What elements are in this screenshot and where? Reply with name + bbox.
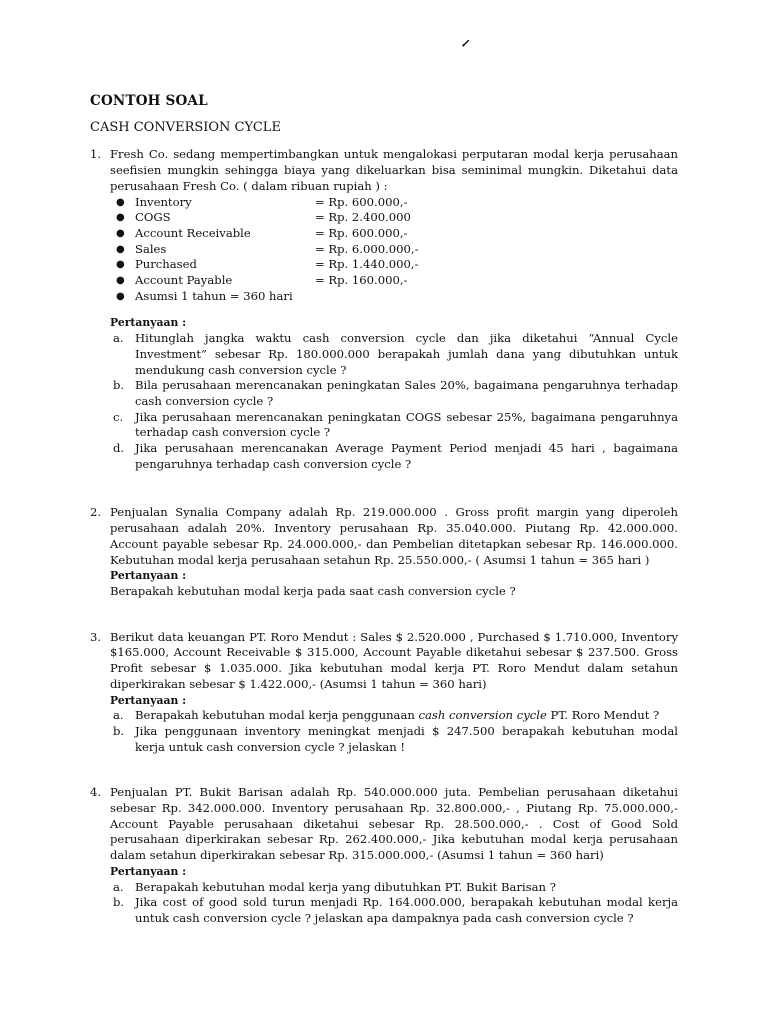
question-text: Penjualan PT. Bukit Barisan adalah Rp. 540.000.000 juta. Pembelian perusahaan diketahui sebesar Rp. 342.000.000. Inventory perusahaan Rp. 32.800.000,- , Piutang Rp. 75.000.000,- Account Payable perusahaan diketahui sebesar Rp. 28.500.000,- . Cost of Good Sold perusahaan diperkirakan sebesar Rp. 262.400.000,- Jika kebutuhan modal kerja perusahaan dalam setahun diperkirakan sebesar Rp. 315.000.000,- (Asumsi 1 tahun = 360 hari) [110,785,678,863]
sub-text: Jika perusahaan merencanakan peningkatan COGS sebesar 25%, bagaimana pengaruhnya terhadap cash conversion cycle ? [135,409,678,440]
sub-text-italic: cash conversion cycle [418,708,547,723]
sub-question [110,410,678,441]
item-label: Inventory [135,194,192,209]
bullet-icon: ● [116,227,125,239]
pen-mark-icon [462,40,469,47]
sub-letter: b. [113,895,125,910]
item-value: = Rp. 600.000,- [315,225,408,240]
pertanyaan-heading: Pertanyaan : [110,693,187,707]
sub-text: Bila perusahaan merencanakan peningkatan Sales 20%, bagaimana pengaruhnya terhadap cash conversion cycle ? [135,378,678,408]
sub-question [110,880,678,896]
item-value: = Rp. 1.440.000,- [315,257,419,272]
sub-question [110,724,678,755]
bullet-icon: ● [116,275,125,287]
sub-question [110,378,678,409]
sub-text: Jika penggunaan inventory meningkat menjadi $ 247.500 berapakah kebutuhan modal kerja untuk cash conversion cycle ? jelaskan ! [135,723,678,754]
sub-question [110,331,678,378]
item-label: Sales [135,241,167,256]
sub-text: Hitunglah jangka waktu cash conversion cycle dan jika diketahui “Annual Cycle Investment” sebesar Rp. 180.000.000 berapakah jumlah dana yang dibutuhkan untuk mendukung cash conversion cycle ? [135,331,678,377]
bullet-icon: ● [116,243,125,255]
item-label: Account Receivable [135,225,251,240]
sub-letter: a. [113,879,124,894]
data-list [110,195,678,305]
question-number: 1. [90,147,102,162]
pertanyaan-heading: Pertanyaan : [110,864,187,878]
item-value: = Rp. 600.000,- [315,194,408,209]
list-item [116,288,678,305]
sub-letter: a. [113,331,124,346]
list-item [116,241,678,258]
pertanyaan-heading: Pertanyaan : [110,569,187,583]
list-item [116,210,678,226]
sub-letter: b. [113,723,125,738]
sub-text: PT. Roro Mendut ? [546,708,660,723]
question-text: Berikut data keuangan PT. Roro Mendut : Sales $ 2.520.000 , Purchased $ 1.710.000, Inventory $165.000, Account Receivable $ 315.000, Account Payable diketahui sebesar $ 237.500. Gross Profit sebesar $ 1.035.000. Jika kebutuhan modal kerja PT. Roro Mendut dalam setahun diperkirakan sebesar $ 1.422.000,- (Asumsi 1 tahun = 360 hari) [110,629,678,691]
pertanyaan-heading: Pertanyaan : [110,316,187,330]
item-label: Purchased [135,257,197,272]
document-page [90,94,678,927]
question-2 [90,505,678,599]
question-number: 3. [90,629,102,644]
question-4 [90,785,678,926]
sub-text: Jika perusahaan merencanakan Average Payment Period menjadi 45 hari , bagaimana pengaruhnya terhadap cash conversion cycle ? [135,441,678,471]
item-label: Asumsi 1 tahun = 360 hari [135,288,293,303]
item-label: COGS [135,210,171,225]
bullet-icon: ● [116,196,125,208]
sub-text: Berapakah kebutuhan modal kerja yang dibutuhkan PT. Bukit Barisan ? [135,879,556,894]
sub-text: Jika cost of good sold turun menjadi Rp. 164.000.000, berapakah kebutuhan modal kerja untuk cash conversion cycle ? jelaskan apa dampaknya pada cash conversion cycle ? [135,895,678,925]
question-text: Fresh Co. sedang mempertimbangkan untuk mengalokasi perputaran modal kerja perusahaan seefisien mungkin sehingga biaya yang dikeluarkan bisa seminimal mungkin. Diketahui data perusahaan Fresh Co. ( dalam ribuan rupiah ) : [110,147,678,193]
question-3 [90,630,678,756]
list-item [116,273,678,289]
sub-text: Berapakah kebutuhan modal kerja penggunaan [135,708,419,723]
item-label: Account Payable [135,273,233,288]
sub-letter: c. [113,409,124,424]
sub-question [110,441,678,472]
page-title: CONTOH SOAL [90,93,208,109]
sub-letter: b. [113,378,125,393]
sub-question [110,708,678,724]
item-value: = Rp. 160.000,- [315,273,408,288]
bullet-icon: ● [116,212,125,224]
sub-letter: d. [113,441,125,456]
question-prompt: Berapakah kebutuhan modal kerja pada saat cash conversion cycle ? [110,583,516,598]
bullet-icon: ● [116,290,125,302]
question-number: 4. [90,785,102,800]
question-1 [90,147,678,472]
item-value: = Rp. 2.400.000 [315,210,411,225]
page-subtitle: CASH CONVERSION CYCLE [90,119,281,135]
question-number: 2. [90,505,102,520]
sub-letter: a. [113,708,124,723]
list-item [116,194,678,211]
list-item [116,257,678,273]
item-value: = Rp. 6.000.000,- [315,241,419,256]
list-item [116,225,678,242]
question-text: Penjualan Synalia Company adalah Rp. 219.000.000 . Gross profit margin yang diperoleh perusahaan adalah 20%. Inventory perusahaan Rp. 35.040.000. Piutang Rp. 42.000.000. Account payable sebesar Rp. 24.000.000,- dan Pembelian ditetapkan sebesar Rp. 146.000.000. Kebutuhan modal kerja perusahaan setahun Rp. 25.550.000,- ( Asumsi 1 tahun = 365 hari ) [110,505,678,567]
sub-question [110,895,678,926]
bullet-icon: ● [116,259,125,271]
